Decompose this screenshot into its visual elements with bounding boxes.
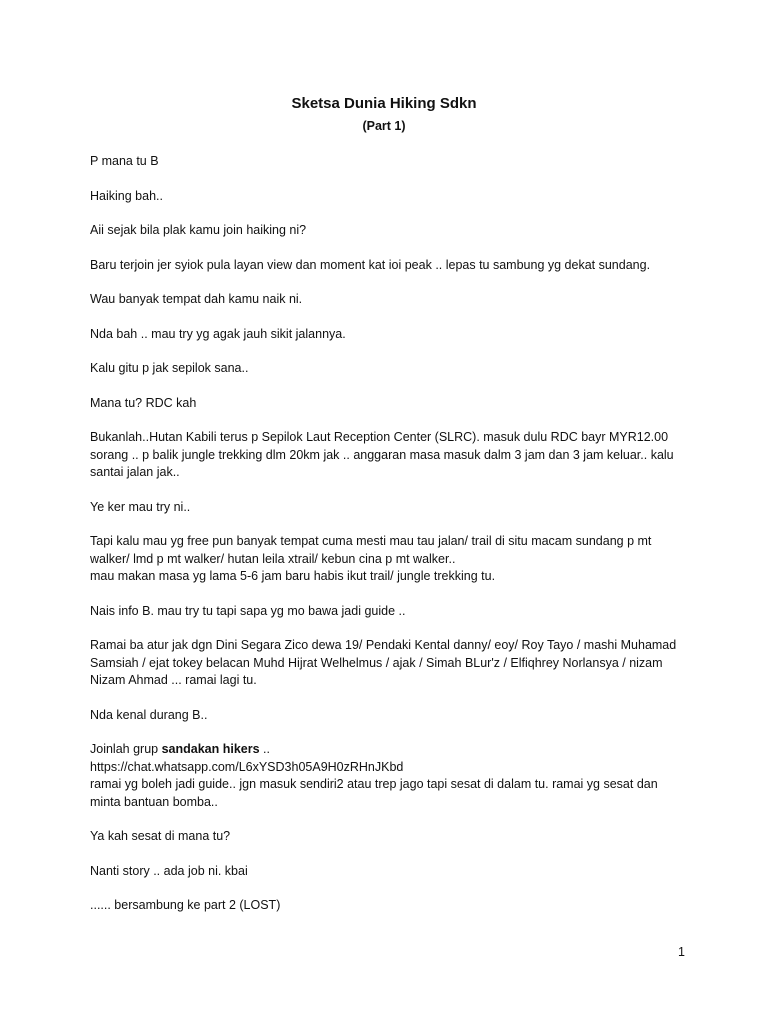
dialogue-line: Bukanlah..Hutan Kabili terus p Sepilok Laut Reception Center (SLRC). masuk dulu RDC bayr MYR12.00 sorang .. p balik jungle trekking dlm 20km jak .. anggaran masa masuk dalm 3 jam dan 3 jam keluar.. kalu santai jalan jak..: [90, 430, 674, 479]
dialogue-text: ramai yg boleh jadi guide.. jgn masuk sendiri2 atau trep jago tapi sesat di dalam tu. ramai yg sesat dan minta bantuan bomba..: [90, 777, 658, 809]
dialogue-line: Nais info B. mau try tu tapi sapa yg mo bawa jadi guide ..: [90, 603, 406, 618]
whatsapp-link[interactable]: https://chat.whatsapp.com/L6xYSD3h05A9H0zRHnJKbd: [90, 759, 404, 774]
document-title: Sketsa Dunia Hiking Sdkn: [291, 95, 477, 112]
dialogue-text: Joinlah grup: [90, 742, 162, 756]
document-body: [90, 153, 690, 932]
dialogue-line: Nda kenal durang B..: [90, 707, 208, 722]
dialogue-line: Ramai ba atur jak dgn Dini Segara Zico dewa 19/ Pendaki Kental danny/ eoy/ Roy Tayo / mashi Muhamad Samsiah / ejat tokey belacan Muhd Hijrat Welhelmus / ajak / Simah BLur'z / Elfiqhrey Norlansya / nizam Nizam Ahmad ... ramai lagi tu.: [90, 638, 677, 687]
dialogue-line: ...... bersambung ke part 2 (LOST): [90, 898, 281, 912]
dialogue-line: Haiking bah..: [90, 188, 163, 203]
dialogue-line: Tapi kalu mau yg free pun banyak tempat cuma mesti mau tau jalan/ trail di situ macam sundang p mt walker/ lmd p mt walker/ hutan leila xtrail/ kebun cina p mt walker..: [90, 534, 652, 566]
dialogue-line: Nda bah .. mau try yg agak jauh sikit jalannya.: [90, 326, 346, 341]
dialogue-line: mau makan masa yg lama 5-6 jam baru habis ikut trail/ jungle trekking tu.: [90, 569, 496, 583]
dialogue-line: Ya kah sesat di mana tu?: [90, 829, 231, 843]
dialogue-line: Nanti story .. ada job ni. kbai: [90, 863, 248, 878]
dialogue-paragraph: [90, 533, 690, 586]
group-name: sandakan hikers: [161, 742, 260, 756]
dialogue-line: Aii sejak bila plak kamu join haiking ni?: [90, 223, 307, 237]
dialogue-text: ..: [259, 742, 270, 756]
page-number: 1: [678, 945, 685, 959]
dialogue-paragraph: [90, 741, 690, 811]
dialogue-line: P mana tu B: [90, 154, 159, 168]
document-subtitle: (Part 1): [362, 119, 406, 133]
dialogue-line: Mana tu? RDC kah: [90, 395, 197, 410]
dialogue-line: Kalu gitu p jak sepilok sana..: [90, 361, 249, 375]
dialogue-line: Wau banyak tempat dah kamu naik ni.: [90, 292, 303, 306]
dialogue-line: Ye ker mau try ni..: [90, 499, 191, 514]
dialogue-line: Baru terjoin jer syiok pula layan view dan moment kat ioi peak .. lepas tu sambung yg dekat sundang.: [90, 257, 651, 272]
